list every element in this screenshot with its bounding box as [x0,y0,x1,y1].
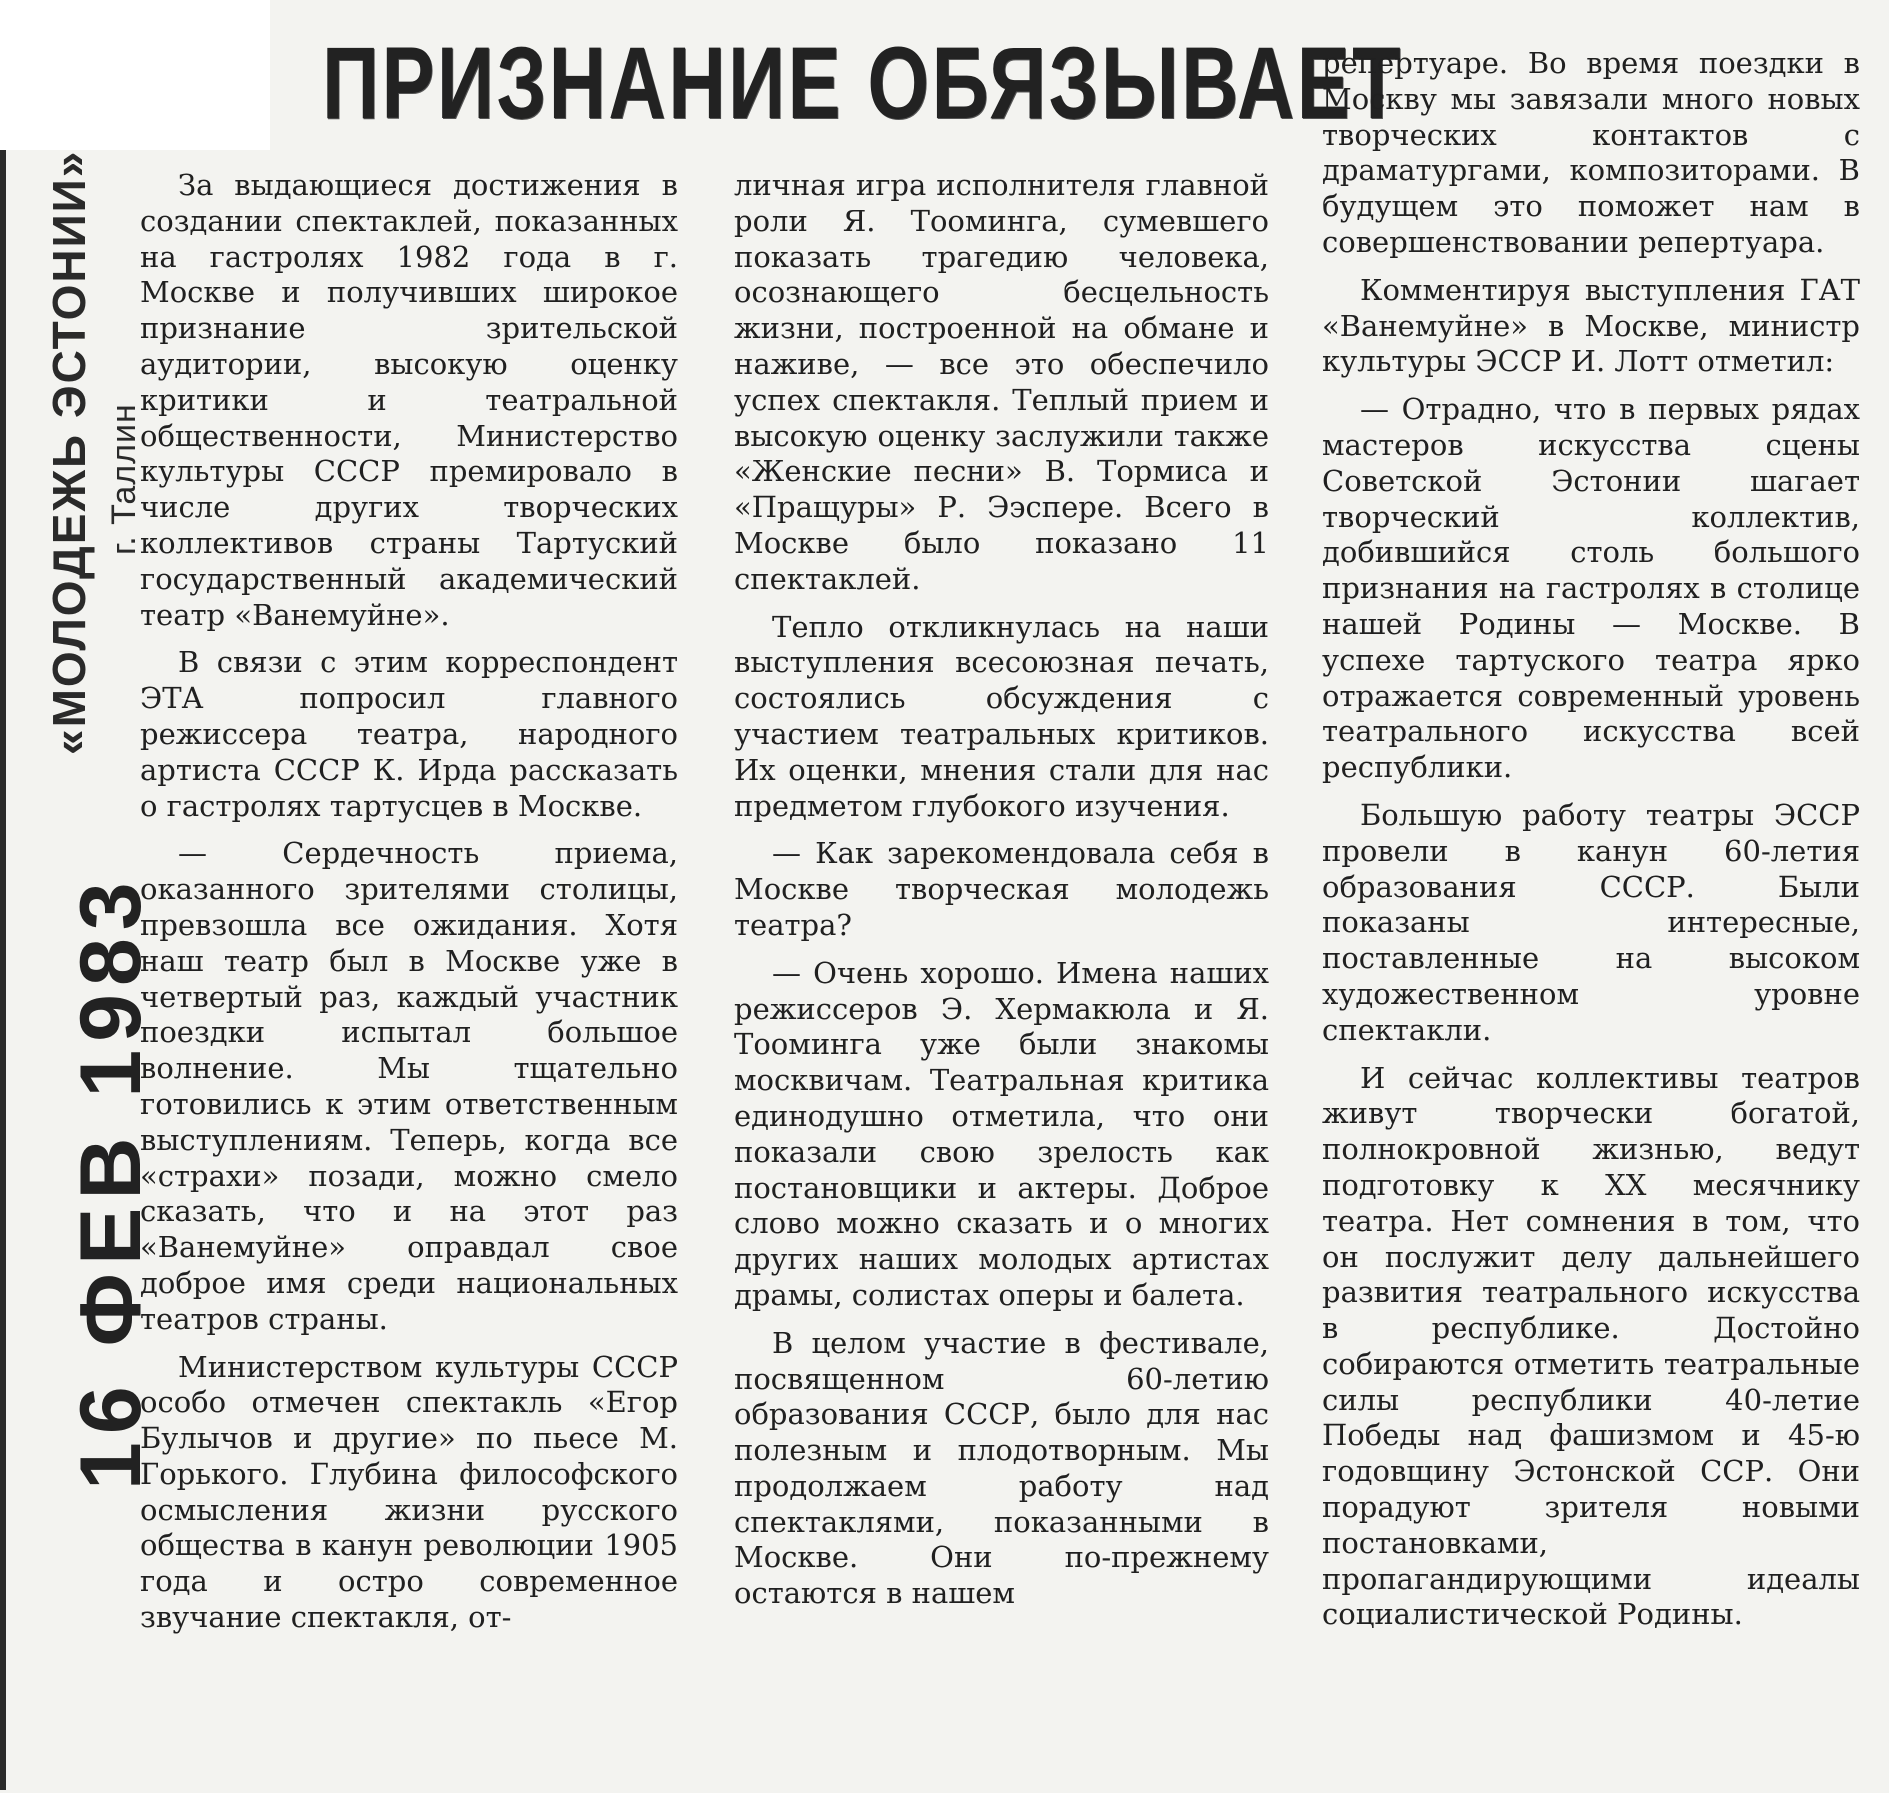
paragraph: В целом участие в фестивале, посвященном 60-летию образования СССР, было для нас полезным и плодотворным. Мы продолжаем работу над спектаклями, показанными в Москве. Они по-прежнему остаются в нашем [734,1325,1269,1611]
article-column-1 [140,168,678,1648]
article-column-2 [734,168,1269,1624]
paragraph: личная игра исполнителя главной роли Я. Тооминга, сумевшего показать трагедию человека, осознающего бесцельность жизни, построенной на обмане и наживе, — все это обеспечило успех спектакля. Теплый прием и высокую оценку заслужили также «Женские песни» В. Тормиса и «Пращуры» Р. Ээспере. Всего в Москве было показано 11 спектаклей. [734,168,1269,596]
paragraph: В связи с этим корреспондент ЭТА попросил главного режиссера театра, народного артиста СССР К. Ирда рассказать о гастролях тартусцев в Москве. [140,645,678,823]
newspaper-name: «МОЛОДЕЖЬ ЭСТОНИИ» [43,149,95,755]
blank-margin [0,0,270,150]
paragraph: репертуаре. Во время поездки в Москву мы завязали много новых творческих контактов с драматургами, композиторами. В будущем это поможет нам в совершенствовании репертуара. [1322,46,1860,259]
paragraph: И сейчас коллективы театров живут творчески богатой, полнокровной жизнью, ведут подготовку к XX месячнику театра. Нет сомнения в том, что он послужит делу дальнейшего развития театрального искусства в республике. Достойно собираются отметить театральные силы республики 40-летие Победы над фашизмом и 45-ю годовщину Эстонской ССР. Они порадуют зрителя новыми постановками, пропагандирующими идеалы социалистической Родины. [1322,1060,1860,1632]
article-column-3 [1322,46,1860,1645]
scan-edge [0,150,6,1790]
city-label: г. Таллин [105,403,143,555]
paragraph: — Очень хорошо. Имена наших режиссеров Э. Хермакюла и Я. Тооминга уже были знакомы москвичам. Театральная критика единодушно отметила, что они показали свою зрелость как постановщики и актеры. Доброе слово можно сказать и о многих других наших молодых артистах драмы, солистах оперы и балета. [734,955,1269,1312]
paragraph: Комментируя выступления ГАТ «Ванемуйне» в Москве, министр культуры ЭССР И. Лотт отметил: [1322,272,1860,379]
paragraph: — Сердечность приема, оказанного зрителями столицы, превзошла все ожидания. Хотя наш театр был в Москве уже в четвертый раз, каждый участник поездки испытал большое волнение. Мы тщательно готовились к этим ответственным выступлениям. Теперь, когда все «страхи» позади, можно смело сказать, что и на этот раз «Ванемуйне» оправдал свое доброе имя среди национальных театров страны. [140,836,678,1336]
paragraph: — Как зарекомендовала себя в Москве творческая молодежь театра? [734,836,1269,942]
headline: ПРИЗНАНИЕ ОБЯЗЫВАЕТ [322,26,1404,140]
paragraph: Министерством культуры СССР особо отмечен спектакль «Егор Булычов и другие» по пьесе М. Горького. Глубина философского осмысления жизни русского общества в канун революции 1905 года и остро современное звучание спектакля, от- [140,1349,678,1635]
paragraph: За выдающиеся достижения в создании спектаклей, показанных на гастролях 1982 года в г. Москве и получивших широкое признание зрительской аудитории, высокую оценку критики и театральной общественности, Министерство культуры СССР премировало в числе других творческих коллективов страны Тартуский государственный академический театр «Ванемуйне». [140,168,678,632]
paragraph: Большую работу театры ЭССР провели в канун 60-летия образования СССР. Были показаны интересные, поставленные на высоком художественном уровне спектакли. [1322,797,1860,1047]
paragraph: Тепло откликнулась на наши выступления всесоюзная печать, состоялись обсуждения с участием театральных критиков. Их оценки, мнения стали для нас предметом глубокого изучения. [734,609,1269,823]
date-stamp: 16 ФЕВ 1983 [63,874,159,1490]
paragraph: — Отрадно, что в первых рядах мастеров искусства сцены Советской Эстонии шагает творческий коллектив, добившийся столь большого признания на гастролях в столице нашей Родины — Москве. В успехе тартуского театра ярко отражается современный уровень театрального искусства всей республики. [1322,392,1860,785]
